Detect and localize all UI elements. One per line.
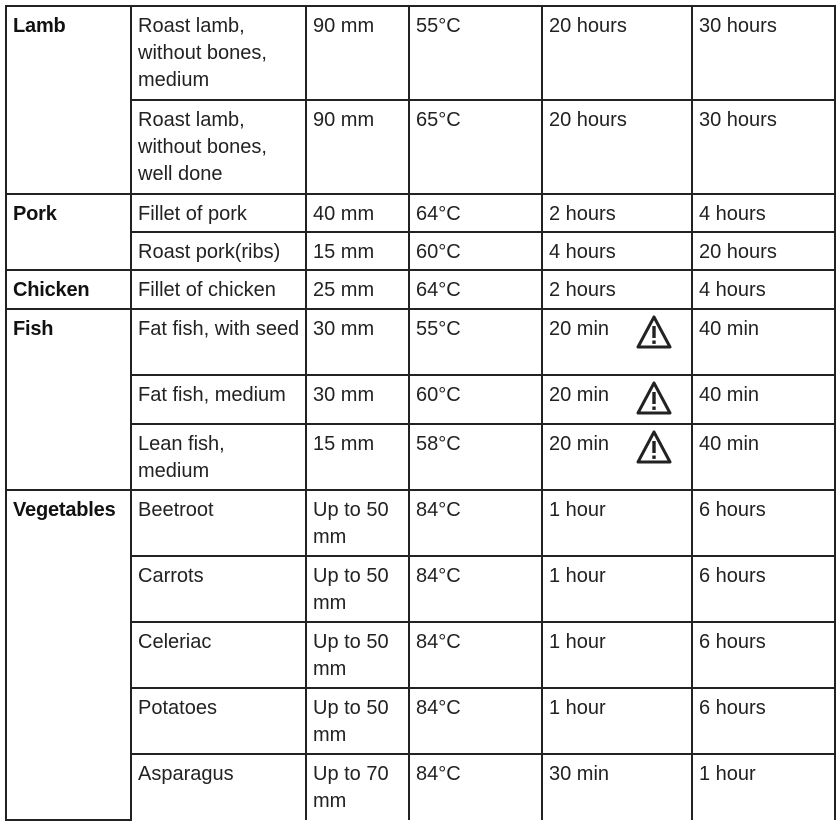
category-cell: Vegetables — [6, 490, 131, 820]
min-time-cell — [542, 754, 692, 820]
min-time-text: 2 hours — [549, 279, 616, 301]
min-time-text: 30 min — [549, 763, 610, 785]
min-time-cell — [542, 194, 692, 232]
temperature-cell: 55°C — [409, 309, 542, 375]
thickness-cell: Up to 50 mm — [306, 622, 409, 688]
min-time-cell — [542, 490, 692, 556]
max-time-cell: 30 hours — [692, 6, 835, 100]
thickness-cell: 30 mm — [306, 309, 409, 375]
temperature-cell: 60°C — [409, 232, 542, 270]
warning-triangle-icon — [635, 380, 673, 416]
food-cell: Asparagus — [131, 754, 306, 820]
min-time-text: 1 hour — [549, 697, 606, 719]
food-cell: Fillet of pork — [131, 194, 306, 232]
temperature-cell: 84°C — [409, 754, 542, 820]
min-time-cell — [542, 100, 692, 194]
max-time-cell: 40 min — [692, 309, 835, 375]
min-time-cell — [542, 688, 692, 754]
max-time-cell: 40 min — [692, 375, 835, 424]
food-cell: Roast lamb, without bones, well done — [131, 100, 306, 194]
category-cell: Pork — [6, 194, 131, 270]
temperature-cell: 84°C — [409, 490, 542, 556]
thickness-cell: Up to 50 mm — [306, 490, 409, 556]
max-time-cell: 20 hours — [692, 232, 835, 270]
max-time-cell: 6 hours — [692, 688, 835, 754]
food-cell: Roast pork(ribs) — [131, 232, 306, 270]
min-time-cell — [542, 375, 692, 424]
table-row — [6, 194, 835, 232]
temperature-cell: 64°C — [409, 194, 542, 232]
food-cell: Beetroot — [131, 490, 306, 556]
min-time-text: 20 min — [549, 433, 610, 455]
table-row — [6, 688, 835, 754]
thickness-cell: 90 mm — [306, 100, 409, 194]
table-row — [6, 424, 835, 490]
food-cell: Fat fish, with seed — [131, 309, 306, 375]
thickness-cell: 40 mm — [306, 194, 409, 232]
min-time-text: 4 hours — [549, 241, 616, 263]
category-cell: Lamb — [6, 6, 131, 194]
food-cell: Potatoes — [131, 688, 306, 754]
thickness-cell: 15 mm — [306, 424, 409, 490]
min-time-cell — [542, 556, 692, 622]
min-time-cell — [542, 622, 692, 688]
min-time-cell — [542, 424, 692, 490]
max-time-cell: 6 hours — [692, 622, 835, 688]
table-row — [6, 375, 835, 424]
max-time-cell: 40 min — [692, 424, 835, 490]
table-row — [6, 309, 835, 375]
thickness-cell: 25 mm — [306, 270, 409, 309]
warning-triangle-icon — [635, 314, 673, 350]
min-time-text: 1 hour — [549, 565, 606, 587]
min-time-text: 1 hour — [549, 631, 606, 653]
temperature-cell: 84°C — [409, 688, 542, 754]
table-row — [6, 490, 835, 556]
min-time-text: 20 hours — [549, 109, 627, 131]
table-row — [6, 270, 835, 309]
thickness-cell: 30 mm — [306, 375, 409, 424]
temperature-cell: 84°C — [409, 622, 542, 688]
temperature-cell: 55°C — [409, 6, 542, 100]
temperature-cell: 65°C — [409, 100, 542, 194]
category-cell: Chicken — [6, 270, 131, 309]
max-time-cell: 1 hour — [692, 754, 835, 820]
food-cell: Celeriac — [131, 622, 306, 688]
thickness-cell: Up to 70 mm — [306, 754, 409, 820]
min-time-cell — [542, 309, 692, 375]
min-time-text: 20 min — [549, 318, 610, 340]
temperature-cell: 58°C — [409, 424, 542, 490]
food-cell: Fat fish, medium — [131, 375, 306, 424]
min-time-text: 1 hour — [549, 499, 606, 521]
min-time-cell — [542, 232, 692, 270]
food-cell: Roast lamb, without bones, medium — [131, 6, 306, 100]
table-row — [6, 100, 835, 194]
table-row — [6, 232, 835, 270]
max-time-cell: 4 hours — [692, 270, 835, 309]
temperature-cell: 60°C — [409, 375, 542, 424]
thickness-cell: 15 mm — [306, 232, 409, 270]
min-time-cell — [542, 270, 692, 309]
cooking-table — [5, 5, 836, 821]
table-row — [6, 754, 835, 820]
thickness-cell: 90 mm — [306, 6, 409, 100]
food-cell: Fillet of chicken — [131, 270, 306, 309]
food-cell: Lean fish, medium — [131, 424, 306, 490]
table-row — [6, 6, 835, 100]
category-cell: Fish — [6, 309, 131, 490]
table-row — [6, 556, 835, 622]
max-time-cell: 4 hours — [692, 194, 835, 232]
table-row — [6, 622, 835, 688]
max-time-cell: 6 hours — [692, 556, 835, 622]
food-cell: Carrots — [131, 556, 306, 622]
warning-triangle-icon — [635, 429, 673, 465]
thickness-cell: Up to 50 mm — [306, 556, 409, 622]
temperature-cell: 64°C — [409, 270, 542, 309]
thickness-cell: Up to 50 mm — [306, 688, 409, 754]
table-body — [6, 6, 835, 820]
min-time-text: 2 hours — [549, 203, 616, 225]
min-time-cell — [542, 6, 692, 100]
min-time-text: 20 hours — [549, 15, 627, 37]
temperature-cell: 84°C — [409, 556, 542, 622]
max-time-cell: 30 hours — [692, 100, 835, 194]
max-time-cell: 6 hours — [692, 490, 835, 556]
min-time-text: 20 min — [549, 384, 610, 406]
